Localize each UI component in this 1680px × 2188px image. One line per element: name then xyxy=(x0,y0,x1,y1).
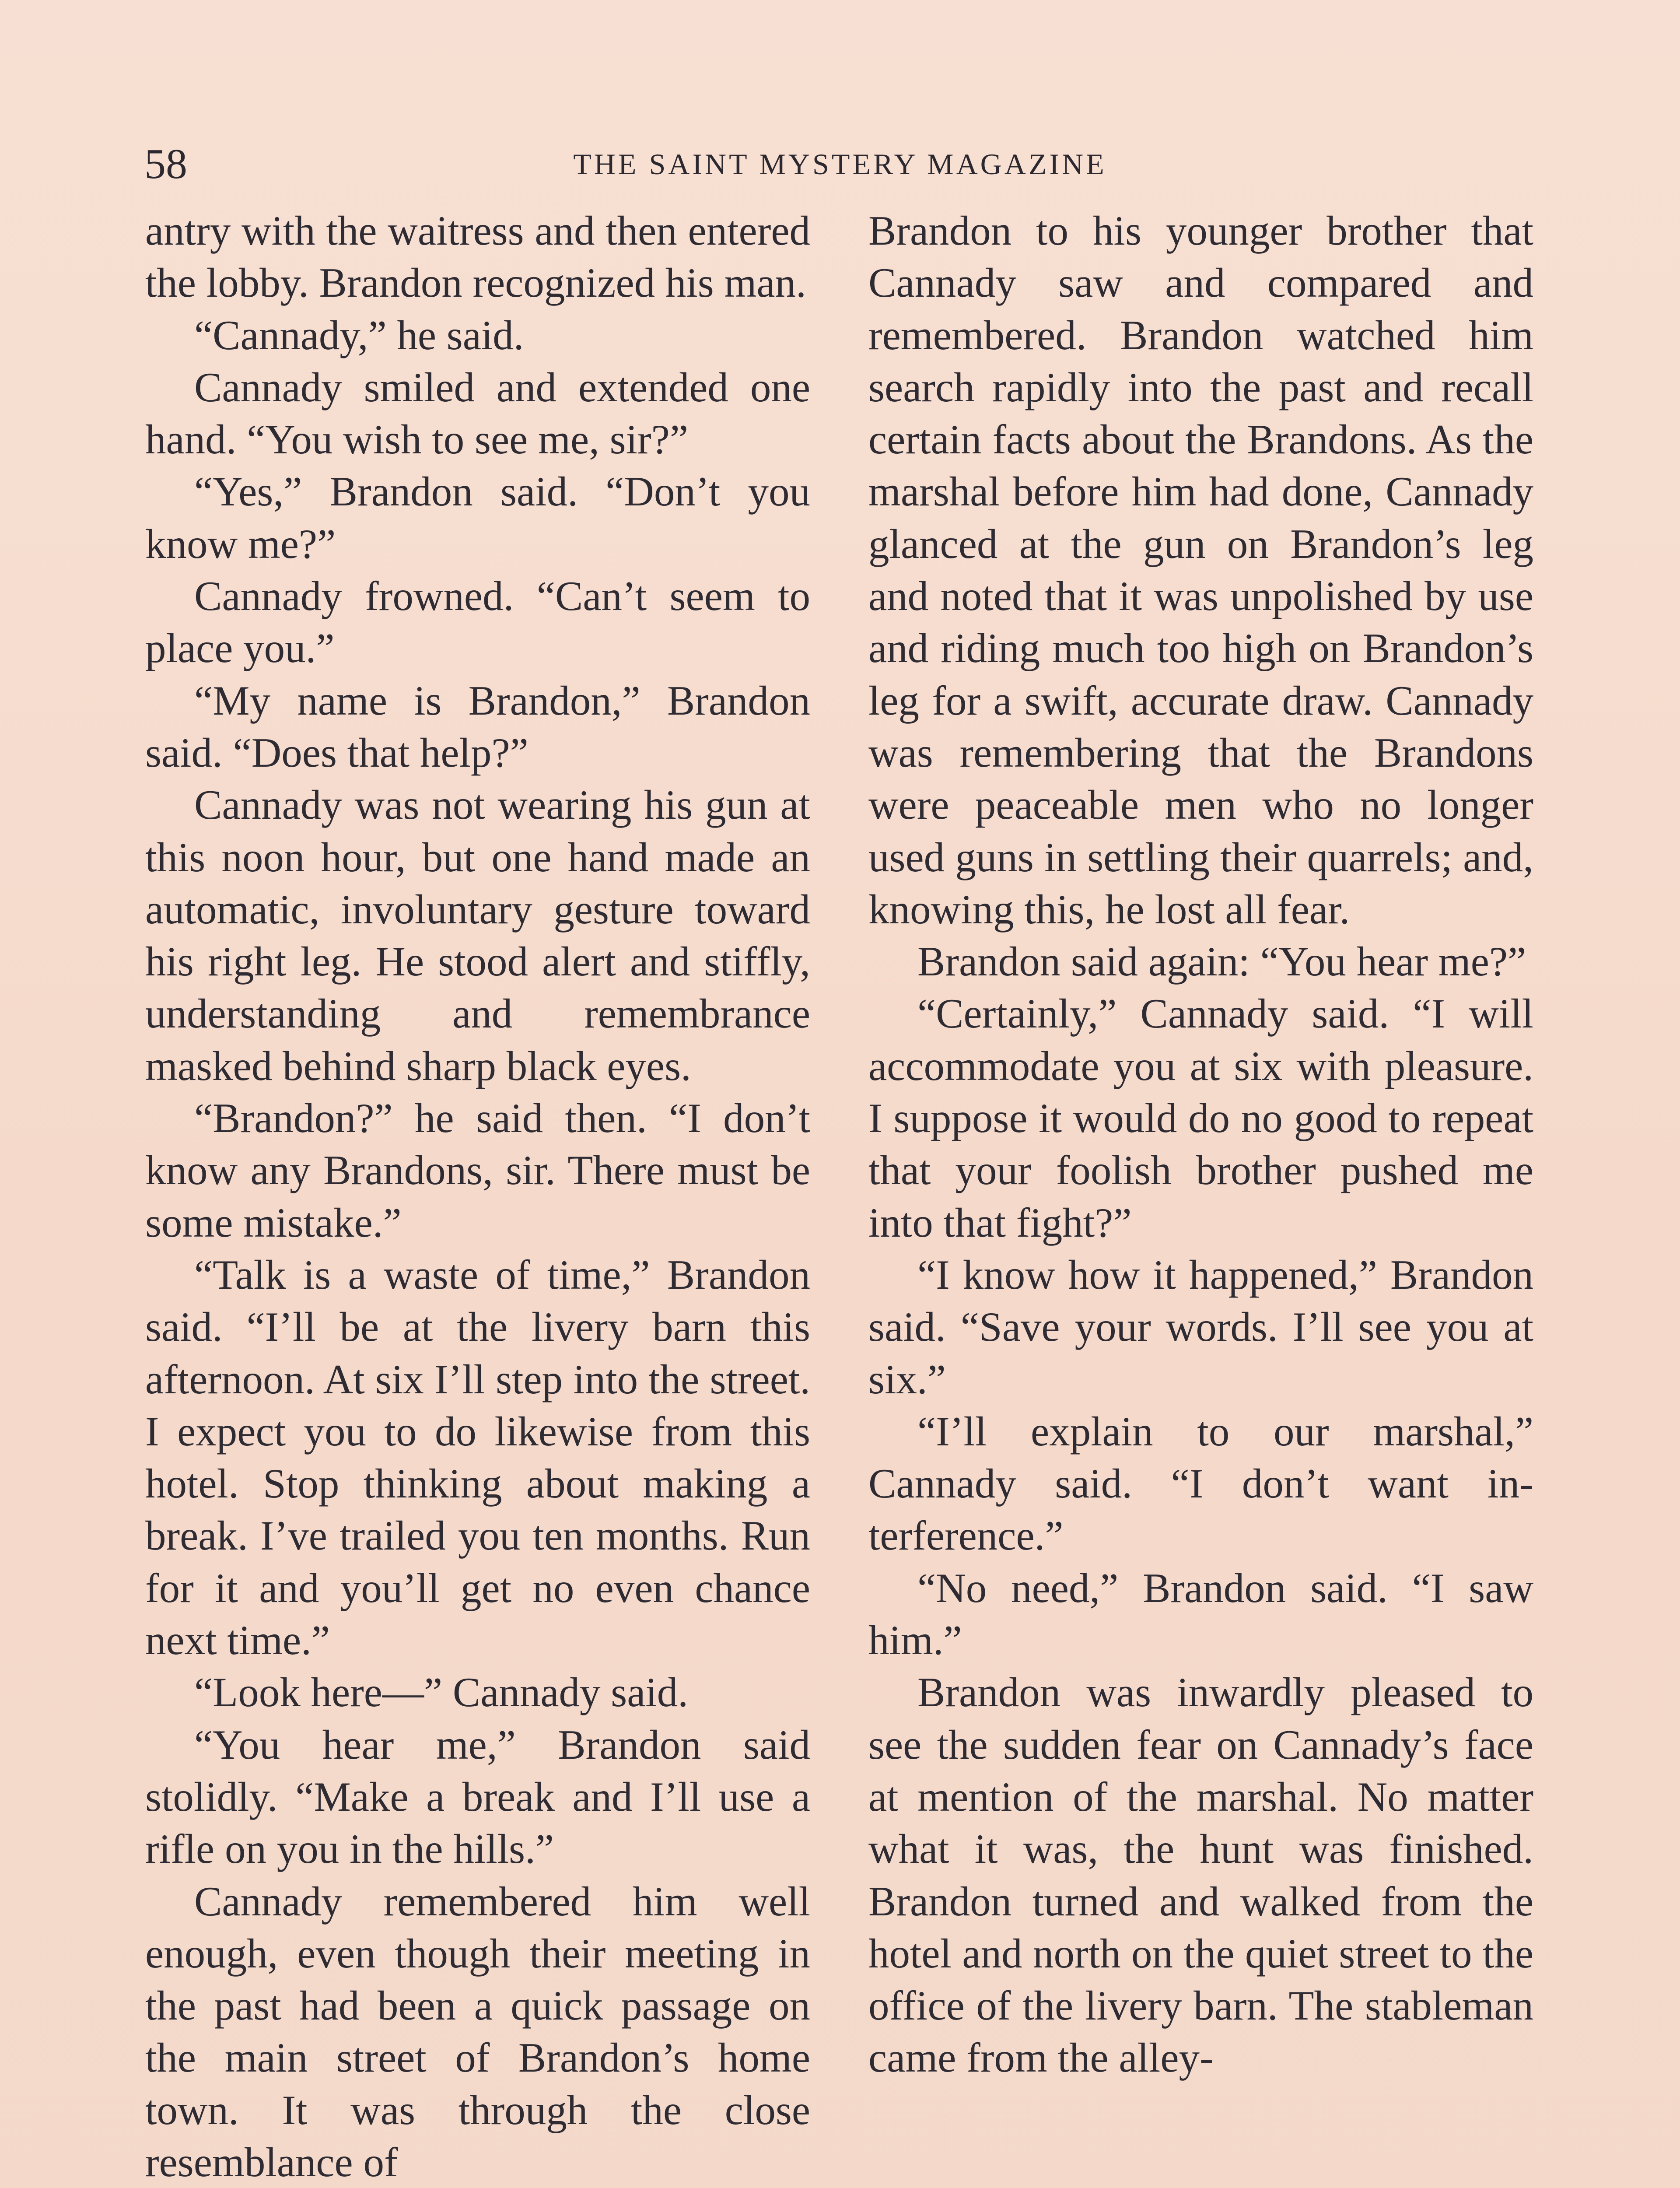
paragraph: “Yes,” Brandon said. “Don’t you know me?” xyxy=(145,468,810,567)
paragraph: “No need,” Brandon said. “I saw him.” xyxy=(868,1564,1533,1664)
running-head: THE SAINT MYSTERY MAGAZINE xyxy=(573,147,1107,181)
paragraph: “Brandon?” he said then. “I don’t know any Brandons, sir. There must be some mistake.” xyxy=(145,1095,810,1246)
paragraph: “Look here—” Cannady said. xyxy=(194,1669,689,1716)
paragraph: antry with the waitress and then entered the lobby. Brandon recognized his man. xyxy=(145,207,810,306)
paragraph: Brandon said again: “You hear me?” xyxy=(917,938,1526,985)
paragraph: Cannady was not wearing his gun at this noon hour, but one hand made an automatic, involuntary gesture toward his right leg. He stood alert and stiffly, understanding and remembrance masked behind sharp black eyes. xyxy=(145,782,810,1089)
paragraph: Brandon was inwardly pleased to see the sudden fear on Cannady’s face at mention of the marshal. No matter what it was, the hunt was finished. Brandon turned and walked from the hotel and north on the quiet street to the office of the livery barn. The stableman came from the alley- xyxy=(868,1669,1533,2081)
right-column xyxy=(868,205,1533,2188)
left-column xyxy=(145,205,810,2188)
paragraph: “I know how it happened,” Brandon said. “Save your words. I’ll see you at six.” xyxy=(868,1251,1533,1403)
paragraph: “Cannady,” he said. xyxy=(194,312,524,358)
page-header xyxy=(144,131,1536,197)
page-number: 58 xyxy=(144,140,187,188)
paragraph: “My name is Brandon,” Brandon said. “Does that help?” xyxy=(145,677,810,776)
paragraph: “Certainly,” Cannady said. “I will accommodate you at six with pleasure. I suppose it would do no good to repeat that your foolish brother pushed me into that fight?” xyxy=(868,990,1533,1246)
paragraph: Cannady remembered him well enough, even though their meeting in the past had been a quick passage on the main street of Brandon’s home town. It was through the close resemblance of xyxy=(145,1878,810,2185)
paragraph: “You hear me,” Brandon said stolidly. “Make a break and I’ll use a rifle on you in the hills.” xyxy=(145,1721,810,1872)
paragraph: “Talk is a waste of time,” Brandon said. “I’ll be at the livery barn this afternoon. At six I’ll step into the street. I expect you to do likewise from this hotel. Stop thinking about making a break. I’ve trailed you ten months. Run for it and you’ll get no even chance next time.” xyxy=(145,1251,810,1664)
paragraph: Brandon to his younger brother that Cannady saw and compared and remembered. Brandon watched him search rapidly into the past and recall certain facts about the Brandons. As the marshal before him had done, Cannady glanced at the gun on Brandon’s leg and noted that it was unpolished by use and riding much too high on Brandon’s leg for a swift, accurate draw. Cannady was remembering that the Brandons were peaceable men who no longer used guns in settling their quarrels; and, knowing this, he lost all fear. xyxy=(868,207,1533,933)
paragraph: Cannady frowned. “Can’t seem to place you.” xyxy=(145,573,810,672)
paragraph: Cannady smiled and extended one hand. “You wish to see me, sir?” xyxy=(145,364,810,463)
paragraph: “I’ll explain to our marshal,” Cannady said. “I don’t want interference.” xyxy=(868,1408,1533,1559)
